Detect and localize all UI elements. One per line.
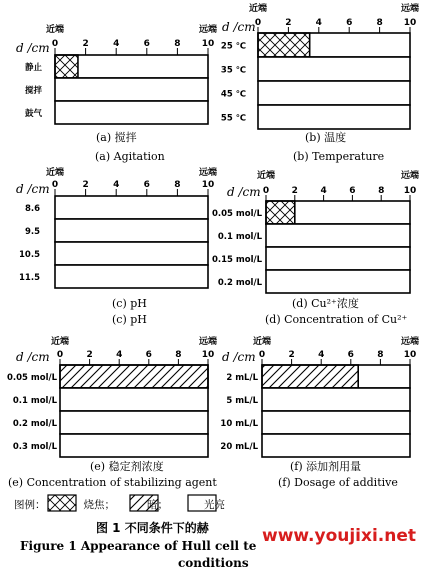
far-end-label-e: 远端 — [198, 337, 218, 347]
tick-label-b-0: 0 — [254, 18, 262, 28]
near-end-label-d: 近端 — [256, 171, 276, 181]
tick-label-a-4: 8 — [174, 39, 181, 49]
row-label-b-2: 45 ℃ — [220, 89, 246, 100]
row-label-e-1: 0.1 mol/L — [12, 396, 57, 406]
row-label-f-2: 10 mL/L — [220, 419, 258, 429]
tick-label-b-3: 6 — [346, 18, 353, 28]
caption-en-e: (e) Concentration of stabilizing agent — [8, 476, 217, 489]
cell-row-e-2 — [60, 411, 208, 434]
cell-row-c-2 — [55, 242, 208, 265]
row-label-a-1: 搅拌 — [24, 86, 42, 96]
tick-label-f-0: 0 — [258, 350, 266, 360]
tick-label-a-0: 0 — [51, 39, 59, 49]
tick-label-f-4: 8 — [377, 350, 384, 360]
caption-cn-d: (d) Cu²⁺浓度 — [292, 297, 359, 310]
tick-label-d-4: 8 — [378, 186, 385, 196]
cell-row-b-3 — [258, 105, 410, 129]
tick-label-c-0: 0 — [51, 180, 59, 190]
axis-label-c: d /cm — [16, 182, 50, 196]
row-label-c-0: 8.6 — [24, 204, 40, 214]
caption-en-d: (d) Concentration of Cu²⁺ — [265, 313, 408, 326]
tick-label-a-3: 6 — [143, 39, 150, 49]
row-label-c-1: 9.5 — [24, 227, 40, 237]
tick-label-e-5: 10 — [201, 350, 215, 360]
tick-label-e-2: 4 — [116, 350, 123, 360]
caption-en-b: (b) Temperature — [293, 150, 385, 163]
row-label-a-0: 静止 — [24, 63, 42, 73]
dark-region-e-0 — [60, 365, 208, 388]
caption-cn-f: (f) 添加剂用量 — [290, 460, 362, 473]
cell-row-d-3 — [266, 270, 410, 293]
cell-row-b-1 — [258, 57, 410, 81]
figure-title-en-line1: Figure 1 Appearance of Hull cell te — [20, 539, 257, 553]
row-label-c-3: 11.5 — [19, 273, 40, 283]
tick-label-a-1: 2 — [82, 39, 89, 49]
caption-en-c: (c) pH — [112, 313, 147, 326]
cell-row-d-2 — [266, 247, 410, 270]
row-label-f-0: 2 mL/L — [226, 373, 258, 383]
cell-row-c-3 — [55, 265, 208, 288]
scorched-region-b-0 — [258, 33, 310, 57]
caption-en-f: (f) Dosage of additive — [278, 476, 398, 489]
tick-label-f-3: 6 — [347, 350, 354, 360]
axis-label-f: d /cm — [222, 350, 256, 364]
cell-row-c-0 — [55, 196, 208, 219]
legend-scorched-label: 烧焦； — [83, 499, 115, 511]
row-label-d-1: 0.1 mol/L — [217, 232, 262, 242]
tick-label-c-3: 6 — [143, 180, 150, 190]
tick-label-b-1: 2 — [285, 18, 292, 28]
near-end-label-e: 近端 — [50, 337, 70, 347]
figure-title-en-line2: conditions — [178, 556, 249, 570]
tick-label-f-1: 2 — [288, 350, 295, 360]
caption-cn-e: (e) 稳定剂浓度 — [90, 460, 164, 473]
tick-label-c-2: 4 — [113, 180, 120, 190]
tick-label-b-4: 8 — [376, 18, 383, 28]
tick-label-a-2: 4 — [113, 39, 120, 49]
far-end-label-a: 远端 — [198, 25, 218, 35]
cell-row-e-3 — [60, 434, 208, 457]
tick-label-e-3: 6 — [145, 350, 152, 360]
row-label-b-0: 25 ℃ — [220, 41, 246, 52]
far-end-label-b: 远端 — [400, 4, 420, 14]
row-label-c-2: 10.5 — [19, 250, 40, 260]
tick-label-f-5: 10 — [403, 350, 417, 360]
scorched-region-d-0 — [266, 201, 295, 224]
legend — [14, 497, 225, 512]
scorched-region-a-0 — [55, 55, 78, 78]
near-end-label-b: 近端 — [248, 4, 268, 14]
tick-label-c-4: 8 — [174, 180, 181, 190]
axis-label-d: d /cm — [227, 185, 261, 199]
legend-prefix: 图例： — [14, 499, 46, 511]
row-label-d-0: 0.05 mol/L — [211, 209, 262, 219]
caption-en-a: (a) Agitation — [95, 150, 165, 163]
caption-cn-a: (a) 搅拌 — [96, 131, 137, 144]
cell-row-a-2 — [55, 101, 208, 124]
legend-dark-label: 暗； — [147, 499, 168, 511]
axis-label-e: d /cm — [16, 350, 50, 364]
tick-label-c-1: 2 — [82, 180, 89, 190]
tick-label-d-0: 0 — [262, 186, 270, 196]
tick-label-c-5: 10 — [201, 180, 215, 190]
tick-label-a-5: 10 — [201, 39, 215, 49]
figure-title-cn: 图 1 不同条件下的赫 — [96, 521, 209, 535]
dark-region-f-0 — [262, 365, 358, 388]
row-label-a-2: 鼓气 — [24, 109, 42, 119]
caption-cn-b: (b) 温度 — [305, 131, 347, 144]
tick-label-d-1: 2 — [291, 186, 298, 196]
row-label-b-3: 55 ℃ — [220, 113, 246, 124]
tick-label-d-3: 6 — [349, 186, 356, 196]
tick-label-b-2: 4 — [315, 18, 322, 28]
far-end-label-c: 远端 — [198, 168, 218, 178]
row-label-f-3: 20 mL/L — [220, 442, 258, 452]
near-end-label-f: 近端 — [252, 337, 272, 347]
row-label-e-2: 0.2 mol/L — [12, 419, 57, 429]
near-end-label-a: 近端 — [45, 25, 65, 35]
watermark-text: www.youjixi.net — [262, 526, 417, 546]
tick-label-d-2: 4 — [320, 186, 327, 196]
cell-row-f-1 — [262, 388, 410, 411]
cell-row-f-3 — [262, 434, 410, 457]
row-label-d-2: 0.15 mol/L — [211, 255, 262, 265]
row-label-b-1: 35 ℃ — [220, 65, 246, 76]
cell-row-c-1 — [55, 219, 208, 242]
tick-label-e-4: 8 — [175, 350, 182, 360]
row-label-d-3: 0.2 mol/L — [217, 278, 262, 288]
tick-label-b-5: 10 — [403, 18, 417, 28]
cell-row-b-2 — [258, 81, 410, 105]
axis-label-b: d /cm — [222, 20, 256, 34]
row-label-f-1: 5 mL/L — [226, 396, 258, 406]
far-end-label-d: 远端 — [400, 171, 420, 181]
cell-row-a-1 — [55, 78, 208, 101]
tick-label-f-2: 4 — [318, 350, 325, 360]
near-end-label-c: 近端 — [45, 168, 65, 178]
cell-row-f-2 — [262, 411, 410, 434]
far-end-label-f: 远端 — [400, 337, 420, 347]
tick-label-d-5: 10 — [403, 186, 417, 196]
row-label-e-3: 0.3 mol/L — [12, 442, 57, 452]
legend-bright-label: 光亮 — [204, 499, 225, 511]
axis-label-a: d /cm — [16, 41, 50, 55]
row-label-e-0: 0.05 mol/L — [6, 373, 57, 383]
cell-row-e-1 — [60, 388, 208, 411]
caption-cn-c: (c) pH — [112, 297, 147, 310]
cell-row-d-1 — [266, 224, 410, 247]
tick-label-e-1: 2 — [86, 350, 93, 360]
tick-label-e-0: 0 — [56, 350, 64, 360]
